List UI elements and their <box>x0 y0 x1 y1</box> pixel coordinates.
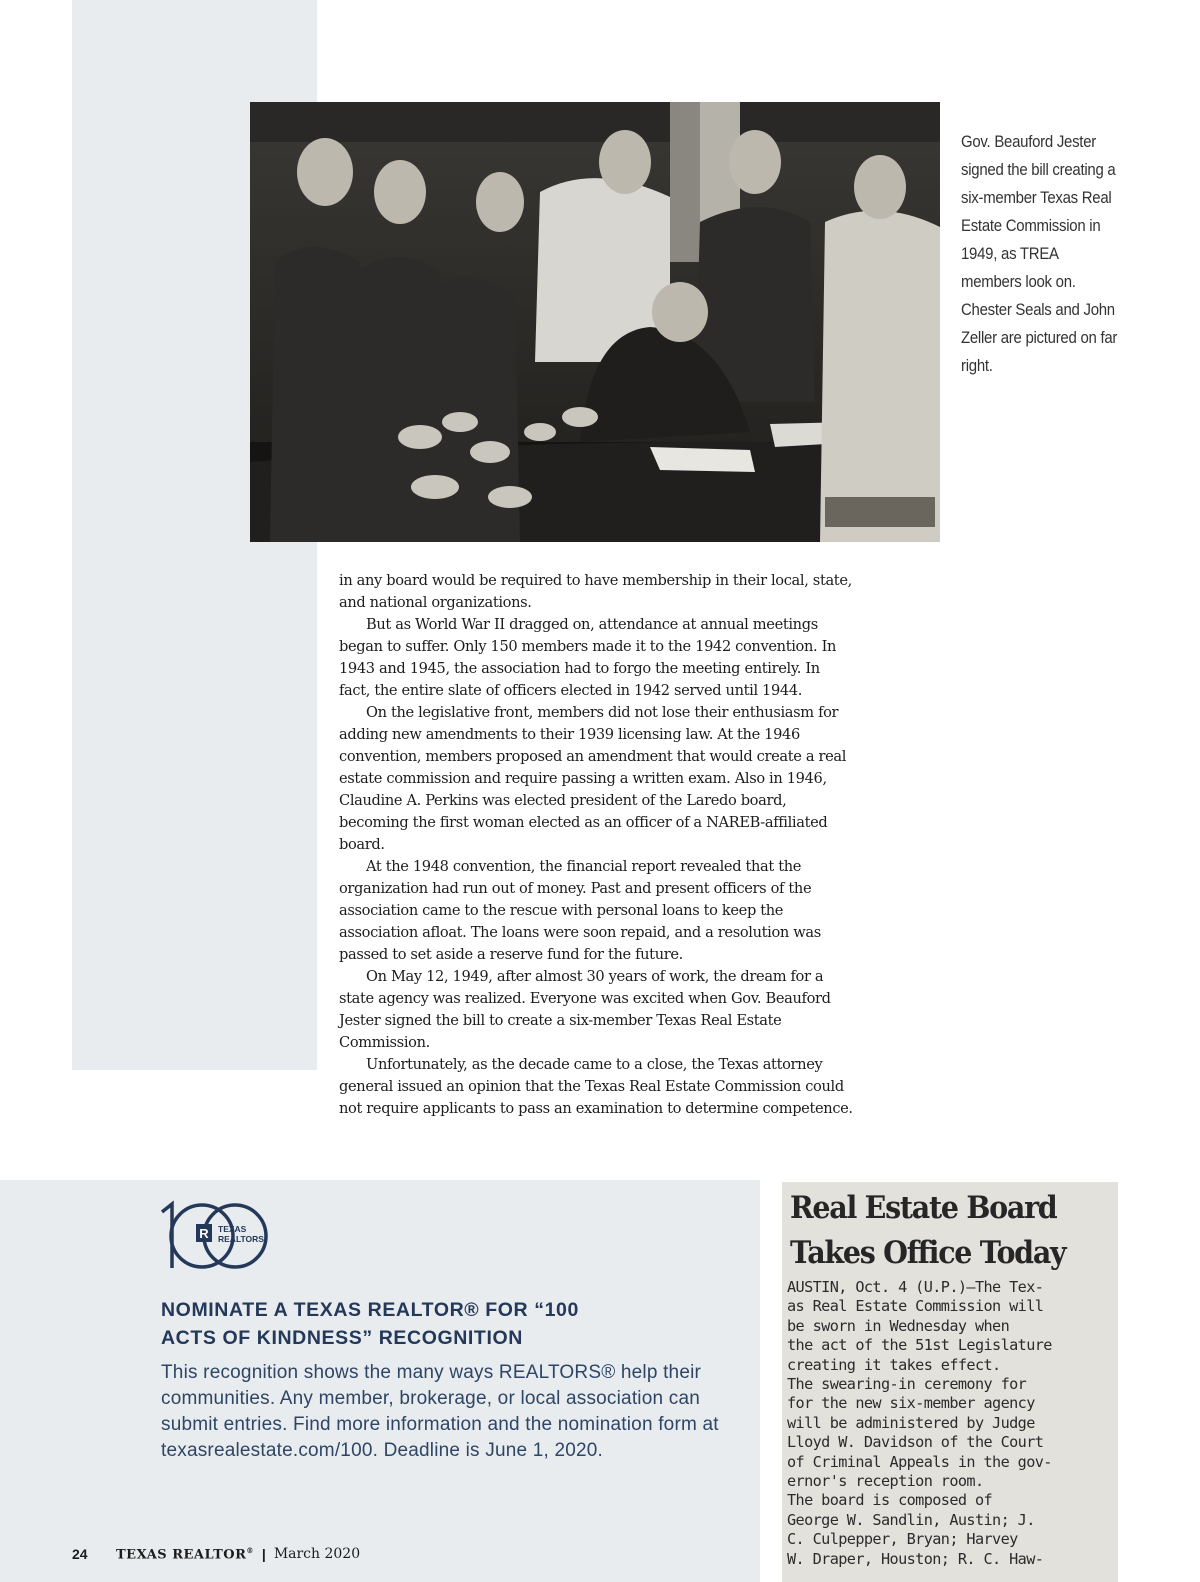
clipping-line: for the new six-member agency <box>787 1394 1035 1413</box>
clipping-line: creating it takes effect. <box>787 1355 1001 1374</box>
paragraph: At the 1948 convention, the financial report revealed that the organization had run out of money. Past and present officers of the association came to the rescue with personal loans to keep the association afloat. The loans were soon repaid, and a resolution was passed to set aside a reserve fund for the future. <box>339 858 821 963</box>
clipping-line: ernor's reception room. <box>787 1472 984 1491</box>
clipping-headline: Real Estate Board Takes Office Today <box>790 1190 1066 1271</box>
clipping-line: of Criminal Appeals in the gov- <box>787 1452 1052 1471</box>
nominate-heading: NOMINATE A TEXAS REALTOR® FOR “100 ACTS OF KINDNESS” RECOGNITION <box>161 1299 579 1349</box>
nominate-description: This recognition shows the many ways REALTORS® help their communities. Any member, brokerage, or local association can submit entries. Find more information and the nomination form at texasrealestate.com/100. Deadline is June 1, 2020. <box>161 1362 719 1461</box>
page-number: 24 <box>72 1546 88 1562</box>
clipping-line: W. Draper, Houston; R. C. Haw- <box>787 1549 1044 1568</box>
magazine-name: TEXAS REALTOR® <box>116 1545 254 1563</box>
paragraph: Unfortunately, as the decade came to a close, the Texas attorney general issued an opinion that the Texas Real Estate Commission could not require applicants to pass an examination to determine competence. <box>339 1056 853 1117</box>
clipping-line: AUSTIN, Oct. 4 (U.P.)—The Tex- <box>787 1278 1044 1296</box>
paragraph: On the legislative front, members did not lose their enthusiasm for adding new amendments to their 1939 licensing law. At the 1946 convention, members proposed an amendment that would create a real estate commission and require passing a written exam. Also in 1946, Claudine A. Perkins was elected president of the Laredo board, becoming the first woman elected as an officer of a NAREB-affiliated board. <box>339 704 847 853</box>
clipping-line: will be administered by Judge <box>787 1413 1035 1432</box>
clipping-line: the act of the 51st Legislature <box>787 1336 1052 1355</box>
logo-text-line2: REALTORS <box>218 1234 264 1244</box>
historic-signing-photo <box>250 102 940 542</box>
paragraph: in any board would be required to have membership in their local, state, and national organizations. <box>339 572 852 611</box>
paragraph: But as World War II dragged on, attendance at annual meetings began to suffer. Only 150 members made it to the 1942 convention. In 1943 and 1945, the association had to forgo the meeting entirely. In fact, the entire slate of officers elected in 1942 served until 1944. <box>339 616 837 699</box>
svg-text:R: R <box>199 1226 209 1241</box>
texas-realtors-100-logo <box>160 1200 270 1272</box>
clipping-line: as Real Estate Commission will <box>787 1297 1044 1316</box>
paragraph: On May 12, 1949, after almost 30 years of work, the dream for a state agency was realized. Everyone was excited when Gov. Beauford Jester signed the bill to create a six-member Texas Real Estate Commission. <box>339 968 831 1051</box>
newspaper-clipping <box>782 1182 1118 1582</box>
clipping-line: Lloyd W. Davidson of the Court <box>787 1433 1044 1452</box>
clipping-body <box>787 1278 1117 1569</box>
footer-separator: | <box>261 1546 266 1562</box>
clipping-line: be sworn in Wednesday when <box>787 1316 1010 1335</box>
clipping-line: C. Culpepper, Bryan; Harvey <box>787 1530 1018 1549</box>
page-footer <box>72 1544 360 1564</box>
logo-text-line1: TEXAS <box>218 1224 247 1234</box>
issue-date: March 2020 <box>273 1546 361 1562</box>
clipping-line: George W. Sandlin, Austin; J. <box>787 1510 1035 1529</box>
article-body <box>339 570 854 1120</box>
photo-caption: Gov. Beauford Jester signed the bill creating a six-member Texas Real Estate Commission in 1949, as TREA members look on. Chester Seals and John Zeller are pictured on far right. <box>961 132 1118 375</box>
clipping-line: The swearing-in ceremony for <box>787 1375 1027 1394</box>
photo-illustration <box>250 102 940 542</box>
clipping-line: The board is composed of <box>787 1491 993 1510</box>
